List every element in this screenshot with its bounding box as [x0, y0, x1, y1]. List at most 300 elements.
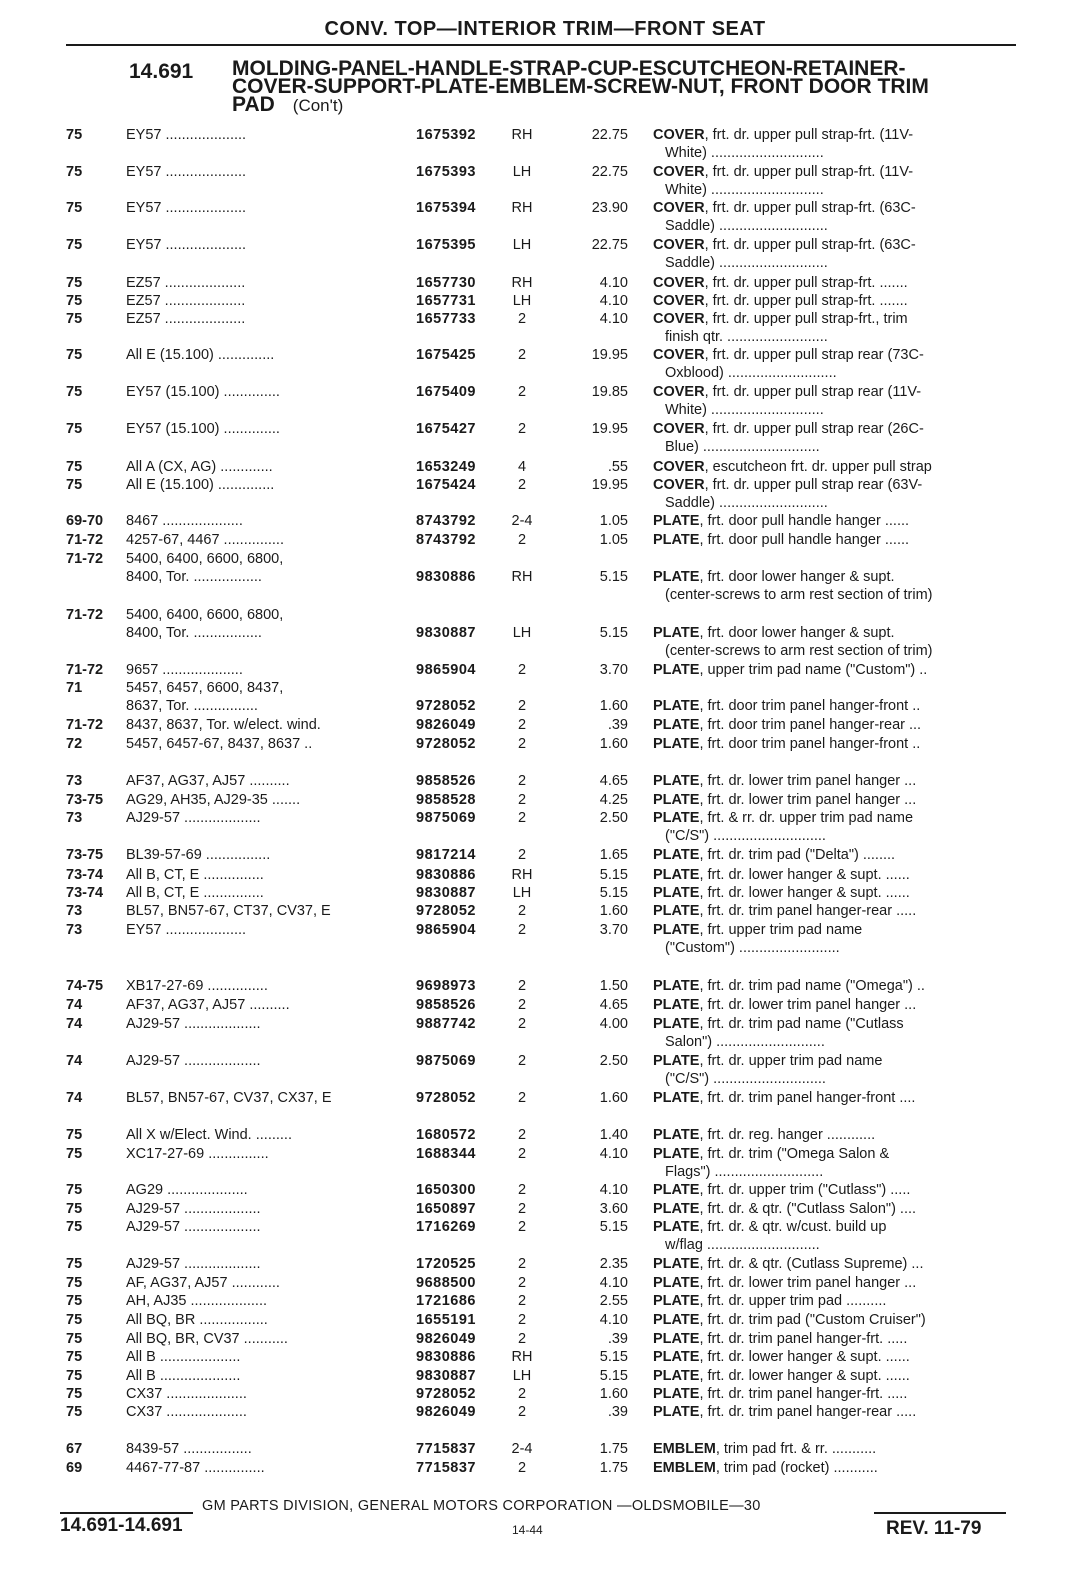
model-line: 8400, Tor. ................. [126, 569, 262, 585]
price: 2.35 [599, 1256, 628, 1272]
description-text: frt. dr. trim pad ("Delta") ........ [707, 847, 896, 863]
description-line: PLATE, frt. dr. lower trim panel hanger ... [653, 792, 917, 808]
model-year: 75 [66, 1368, 83, 1384]
model-line: AJ29-57 ................... [126, 1256, 261, 1272]
description [653, 1274, 1013, 1292]
quantity: 2 [517, 736, 527, 752]
part-number: 1653249 [416, 459, 476, 475]
description-noun: COVER [653, 477, 705, 493]
quantity: RH [511, 1349, 533, 1365]
model-line: 4257-67, 4467 ............... [126, 532, 284, 548]
description-line: PLATE, frt. upper trim pad name [653, 922, 863, 938]
model-application [126, 1403, 396, 1421]
part-number: 9817214 [416, 847, 476, 863]
model-application [126, 1126, 396, 1144]
model-year: 75 [66, 1275, 83, 1291]
description-line: PLATE, frt. dr. upper trim pad .......... [653, 1293, 887, 1309]
model-line: EZ57 .................... [126, 275, 246, 291]
model-year: 75 [66, 1386, 83, 1402]
price: 1.60 [599, 698, 628, 714]
description-noun: PLATE [653, 867, 700, 883]
model-application [126, 1292, 396, 1310]
description-text: frt. dr. reg. hanger ............ [707, 1127, 876, 1143]
quantity: 2 [517, 903, 527, 919]
part-number: 1675427 [416, 421, 476, 437]
description [653, 1200, 1013, 1218]
description-text: frt. dr. lower hanger & supt. ...... [707, 1349, 910, 1365]
description-noun: PLATE [653, 1275, 700, 1291]
description-line: PLATE, frt. dr. & qtr. (Cutlass Supreme) ... [653, 1256, 924, 1272]
model-line: XB17-27-69 ............... [126, 978, 268, 994]
quantity: 2 [517, 792, 527, 808]
model-line: AJ29-57 ................... [126, 1016, 261, 1032]
description-noun: PLATE [653, 978, 700, 994]
model-application [126, 531, 396, 549]
quantity: 2 [517, 922, 527, 938]
model-line: 5400, 6400, 6600, 6800, [126, 607, 284, 623]
model-application [126, 1181, 396, 1199]
quantity: 2 [517, 847, 527, 863]
description-line: PLATE, frt. dr. trim pad ("Delta") ........ [653, 847, 896, 863]
part-number: 9830886 [416, 1349, 476, 1365]
model-year: 75 [66, 1219, 83, 1235]
part-number: 1650897 [416, 1201, 476, 1217]
model-application [126, 163, 396, 181]
quantity: 2 [517, 532, 527, 548]
model-year: 74 [66, 1053, 83, 1069]
description [653, 1403, 1013, 1421]
description-continuation: ("C/S") ............................ [665, 1071, 826, 1087]
price: 4.10 [599, 1146, 628, 1162]
description [653, 420, 1013, 456]
quantity: 2-4 [511, 1441, 533, 1457]
model-line: AF37, AG37, AJ57 .......... [126, 773, 290, 789]
description-text: frt. upper trim pad name [707, 922, 863, 938]
part-number: 1720525 [416, 1256, 476, 1272]
description-noun: PLATE [653, 792, 700, 808]
model-application [126, 977, 396, 995]
footer-rule-right [874, 1512, 1006, 1514]
description [653, 1292, 1013, 1310]
model-year: 73-74 [66, 867, 104, 883]
model-application [126, 1145, 396, 1163]
model-application [126, 921, 396, 939]
model-line: 5400, 6400, 6600, 6800, [126, 551, 284, 567]
description-text: frt. dr. upper trim ("Cutlass") ..... [707, 1182, 911, 1198]
model-year: 75 [66, 347, 83, 363]
description-line: PLATE, frt. dr. trim panel hanger-rear ..... [653, 1404, 917, 1420]
description-line: PLATE, frt. door trim panel hanger-rear ... [653, 717, 922, 733]
quantity: 2 [517, 311, 527, 327]
part-number: 9830886 [416, 569, 476, 585]
model-application [126, 902, 396, 920]
description-text: frt. door lower hanger & supt. [707, 569, 895, 585]
description-continuation: (center-screws to arm rest section of trim) [665, 643, 933, 659]
part-number: 9698973 [416, 978, 476, 994]
quantity: LH [512, 293, 532, 309]
description-noun: PLATE [653, 922, 700, 938]
part-number: 7715837 [416, 1460, 476, 1476]
model-line: EY57 .................... [126, 164, 247, 180]
description-text: frt. dr. trim panel hanger-frt. ..... [707, 1331, 908, 1347]
description-text: frt. dr. trim pad name ("Cutlass [707, 1016, 904, 1032]
price: 4.10 [599, 1275, 628, 1291]
model-application [126, 1348, 396, 1366]
description-line: PLATE, frt. & rr. dr. upper trim pad name [653, 810, 914, 826]
description-noun: PLATE [653, 736, 700, 752]
footer-rule-left [60, 1512, 193, 1514]
model-application [126, 126, 396, 144]
model-year: 75 [66, 1201, 83, 1217]
description [653, 884, 1013, 902]
part-number: 1680572 [416, 1127, 476, 1143]
model-application [126, 512, 396, 530]
description-noun: PLATE [653, 847, 700, 863]
quantity: 2 [517, 1312, 527, 1328]
model-line: CX37 .................... [126, 1404, 247, 1420]
description-text: frt. dr. trim panel hanger-frt. ..... [707, 1386, 908, 1402]
description [653, 531, 1013, 549]
description-noun: PLATE [653, 513, 700, 529]
model-line: All E (15.100) .............. [126, 477, 275, 493]
model-application [126, 1052, 396, 1070]
quantity: RH [511, 569, 533, 585]
quantity: 2 [517, 997, 527, 1013]
part-number: 9826049 [416, 1331, 476, 1347]
description-noun: EMBLEM [653, 1441, 716, 1457]
model-line: 8637, Tor. ................ [126, 698, 258, 714]
section-continued: (Con't) [292, 96, 344, 115]
model-year: 75 [66, 275, 83, 291]
quantity: 2 [517, 1404, 527, 1420]
part-number: 7715837 [416, 1441, 476, 1457]
model-line: AG29 .................... [126, 1182, 248, 1198]
description-continuation: Salon") ........................... [665, 1034, 825, 1050]
price: 4.10 [599, 311, 628, 327]
part-number: 1675394 [416, 200, 476, 216]
price: 4.25 [599, 792, 628, 808]
model-line: EY57 (15.100) .............. [126, 384, 280, 400]
description-noun: PLATE [653, 1312, 700, 1328]
model-line: 5457, 6457, 6600, 8437, [126, 680, 284, 696]
footer-section-range: 14.691-14.691 [60, 1515, 183, 1536]
part-number: 9865904 [416, 922, 476, 938]
description-noun: COVER [653, 459, 705, 475]
description [653, 310, 1013, 346]
description-noun: COVER [653, 237, 705, 253]
model-line: CX37 .................... [126, 1386, 247, 1402]
model-application [126, 458, 396, 476]
description-text: frt. dr. upper pull strap rear (63V- [712, 477, 923, 493]
model-year: 75 [66, 200, 83, 216]
description-noun: PLATE [653, 1016, 700, 1032]
part-number: 1675393 [416, 164, 476, 180]
description-text: trim pad (rocket) ........... [723, 1460, 878, 1476]
part-number: 1675425 [416, 347, 476, 363]
part-number: 1675409 [416, 384, 476, 400]
description-noun: PLATE [653, 1127, 700, 1143]
description-noun: PLATE [653, 903, 700, 919]
price: 22.75 [591, 127, 628, 143]
description-text: frt. door trim panel hanger-front .. [707, 698, 921, 714]
description [653, 697, 1013, 715]
price: 19.95 [591, 347, 628, 363]
price: .39 [607, 717, 628, 733]
description [653, 346, 1013, 382]
model-year: 71-72 [66, 717, 104, 733]
quantity: 2 [517, 717, 527, 733]
model-application [126, 1218, 396, 1236]
description-text: frt. door trim panel hanger-rear ... [707, 717, 922, 733]
price: 1.05 [599, 513, 628, 529]
description-continuation: Saddle) ........................... [665, 218, 828, 234]
model-line: BL39-57-69 ................ [126, 847, 271, 863]
model-line: All BQ, BR, CV37 ........... [126, 1331, 288, 1347]
description-text: frt. door pull handle hanger ...... [707, 513, 910, 529]
model-application [126, 550, 396, 586]
description-text: frt. dr. lower trim panel hanger ... [707, 792, 917, 808]
quantity: 2 [517, 978, 527, 994]
description-noun: COVER [653, 127, 705, 143]
description-continuation: Blue) ............................. [665, 439, 820, 455]
price: 5.15 [599, 885, 628, 901]
section-title-line: MOLDING-PANEL-HANDLE-STRAP-CUP-ESCUTCHEON-RETAINER- [232, 57, 906, 80]
description-noun: PLATE [653, 1404, 700, 1420]
description [653, 163, 1013, 199]
part-number: 1675395 [416, 237, 476, 253]
model-line: AJ29-57 ................... [126, 810, 261, 826]
description [653, 1218, 1013, 1254]
part-number: 9728052 [416, 1090, 476, 1106]
price: 3.70 [599, 922, 628, 938]
model-application [126, 866, 396, 884]
description-noun: PLATE [653, 625, 700, 641]
price: 5.15 [599, 569, 628, 585]
description-continuation: (center-screws to arm rest section of trim) [665, 587, 933, 603]
part-number: 9865904 [416, 662, 476, 678]
model-line: EZ57 .................... [126, 293, 246, 309]
quantity: LH [512, 1368, 532, 1384]
description-continuation: ("Custom") ......................... [665, 940, 840, 956]
model-application [126, 1330, 396, 1348]
price: 1.60 [599, 1386, 628, 1402]
description-line: PLATE, frt. door pull handle hanger ...... [653, 532, 910, 548]
footer-publisher: GM PARTS DIVISION, GENERAL MOTORS CORPORATION —OLDSMOBILE—30 [202, 1498, 761, 1514]
part-number: 9858526 [416, 997, 476, 1013]
quantity: 2 [517, 1331, 527, 1347]
model-year: 75 [66, 1146, 83, 1162]
part-number: 9728052 [416, 1386, 476, 1402]
model-year: 75 [66, 421, 83, 437]
description-line: PLATE, upper trim pad name ("Custom") .. [653, 662, 928, 678]
model-line: XC17-27-69 ............... [126, 1146, 269, 1162]
description-noun: COVER [653, 275, 705, 291]
model-line: 8400, Tor. ................. [126, 625, 262, 641]
description-noun: COVER [653, 200, 705, 216]
description [653, 1367, 1013, 1385]
price: 4.65 [599, 773, 628, 789]
description-continuation: w/flag ............................ [665, 1237, 820, 1253]
model-application [126, 1385, 396, 1403]
price: 1.65 [599, 847, 628, 863]
quantity: 2 [517, 477, 527, 493]
quantity: 2-4 [511, 513, 533, 529]
description [653, 512, 1013, 530]
model-line: EY57 .................... [126, 237, 247, 253]
description-noun: PLATE [653, 698, 700, 714]
description-line: PLATE, frt. door trim panel hanger-front .. [653, 698, 921, 714]
description-text: frt. dr. upper pull strap-frt. (11V- [712, 127, 914, 143]
description [653, 735, 1013, 753]
description-line: PLATE, frt. dr. upper trim pad name [653, 1053, 883, 1069]
description-text: frt. dr. trim panel hanger-rear ..... [707, 1404, 917, 1420]
description [653, 126, 1013, 162]
model-year: 73-74 [66, 885, 104, 901]
model-line: 8439-57 ................. [126, 1441, 252, 1457]
revision-label: REV. 11-79 [886, 1518, 982, 1539]
model-application [126, 884, 396, 902]
model-year: 69 [66, 1460, 83, 1476]
price: 1.75 [599, 1460, 628, 1476]
quantity: 2 [517, 1146, 527, 1162]
description-noun: PLATE [653, 1053, 700, 1069]
model-year: 75 [66, 127, 83, 143]
model-year: 75 [66, 1312, 83, 1328]
quantity: 2 [517, 384, 527, 400]
description-line: PLATE, frt. dr. trim pad name ("Cutlass [653, 1016, 904, 1032]
description-text: frt. dr. upper pull strap-frt. ....... [712, 275, 908, 291]
description-continuation: Saddle) ........................... [665, 495, 828, 511]
part-number: 1657733 [416, 311, 476, 327]
model-year: 75 [66, 1127, 83, 1143]
description-noun: PLATE [653, 662, 700, 678]
model-line: All E (15.100) .............. [126, 347, 275, 363]
model-year: 74 [66, 1016, 83, 1032]
price: 1.50 [599, 978, 628, 994]
model-application [126, 1440, 396, 1458]
description-line: COVER, frt. dr. upper pull strap-frt. (11V- [653, 164, 914, 180]
model-application [126, 996, 396, 1014]
model-year: 74-75 [66, 978, 104, 994]
model-line: AG29, AH35, AJ29-35 ....... [126, 792, 301, 808]
description-line: COVER, frt. dr. upper pull strap-frt. (11V- [653, 127, 914, 143]
description-noun: PLATE [653, 1256, 700, 1272]
quantity: 2 [517, 1386, 527, 1402]
description-line: COVER, frt. dr. upper pull strap rear (26C- [653, 421, 924, 437]
description [653, 1311, 1013, 1329]
description-line: EMBLEM, trim pad (rocket) ........... [653, 1460, 878, 1476]
description [653, 1255, 1013, 1273]
model-line: AJ29-57 ................... [126, 1219, 261, 1235]
price: 1.05 [599, 532, 628, 548]
part-number: 1721686 [416, 1293, 476, 1309]
description-line: PLATE, frt. door lower hanger & supt. [653, 625, 895, 641]
price: 22.75 [591, 164, 628, 180]
description-noun: PLATE [653, 1349, 700, 1365]
model-year: 75 [66, 1349, 83, 1365]
quantity: RH [511, 200, 533, 216]
description-text: frt. dr. upper pull strap rear (73C- [712, 347, 924, 363]
model-line: 4467-77-87 ............... [126, 1460, 265, 1476]
description-line: PLATE, frt. dr. & qtr. ("Cutlass Salon") .... [653, 1201, 917, 1217]
model-year: 75 [66, 1293, 83, 1309]
description-noun: PLATE [653, 1368, 700, 1384]
description-noun: PLATE [653, 1201, 700, 1217]
price: 5.15 [599, 1368, 628, 1384]
model-line: All B .................... [126, 1368, 241, 1384]
quantity: 2 [517, 1275, 527, 1291]
model-application [126, 1255, 396, 1273]
model-line: All BQ, BR ................. [126, 1312, 268, 1328]
model-application [126, 292, 396, 310]
description-text: frt. dr. lower trim panel hanger ... [707, 997, 917, 1013]
model-application [126, 1311, 396, 1329]
section-title-pad: PAD [232, 93, 275, 116]
quantity: 2 [517, 421, 527, 437]
price: 3.60 [599, 1201, 628, 1217]
description-text: frt. dr. upper pull strap-frt. (11V- [712, 164, 914, 180]
price: 5.15 [599, 625, 628, 641]
model-line: 8437, 8637, Tor. w/elect. wind. [126, 717, 321, 733]
description [653, 274, 1013, 292]
description-noun: PLATE [653, 717, 700, 733]
model-year: 74 [66, 997, 83, 1013]
description [653, 1181, 1013, 1199]
part-number: 1657731 [416, 293, 476, 309]
description [653, 1385, 1013, 1403]
model-application [126, 420, 396, 438]
price: 1.75 [599, 1441, 628, 1457]
quantity: 2 [517, 347, 527, 363]
part-number: 1675424 [416, 477, 476, 493]
price: 22.75 [591, 237, 628, 253]
description-noun: PLATE [653, 1331, 700, 1347]
model-application [126, 772, 396, 790]
price: 2.50 [599, 1053, 628, 1069]
description-line: PLATE, frt. dr. trim panel hanger-frt. ..... [653, 1331, 908, 1347]
model-line: 8467 .................... [126, 513, 243, 529]
model-application [126, 1200, 396, 1218]
description-line: PLATE, frt. dr. lower hanger & supt. ...... [653, 1368, 910, 1384]
model-line: All B, CT, E ............... [126, 885, 264, 901]
model-line: EZ57 .................... [126, 311, 246, 327]
part-number: 1675392 [416, 127, 476, 143]
description [653, 624, 1013, 660]
description [653, 1145, 1013, 1181]
price: 4.10 [599, 275, 628, 291]
description-line: COVER, frt. dr. upper pull strap-frt. ....... [653, 275, 908, 291]
description [653, 1440, 1013, 1458]
description-text: frt. door pull handle hanger ...... [707, 532, 910, 548]
quantity: 2 [517, 1293, 527, 1309]
description-text: frt. dr. upper pull strap-frt. ....... [712, 293, 908, 309]
price: 4.10 [599, 293, 628, 309]
description-noun: PLATE [653, 569, 700, 585]
price: 5.15 [599, 867, 628, 883]
description-line: COVER, frt. dr. upper pull strap rear (73C- [653, 347, 924, 363]
model-application [126, 310, 396, 328]
description-text: frt. dr. trim pad ("Custom Cruiser") [707, 1312, 926, 1328]
description-noun: PLATE [653, 1293, 700, 1309]
description [653, 458, 1013, 476]
quantity: LH [512, 885, 532, 901]
description [653, 921, 1013, 957]
quantity: 4 [517, 459, 527, 475]
model-application [126, 716, 396, 734]
model-application [126, 735, 396, 753]
description-text: frt. dr. trim panel hanger-front .... [707, 1090, 916, 1106]
model-application [126, 274, 396, 292]
